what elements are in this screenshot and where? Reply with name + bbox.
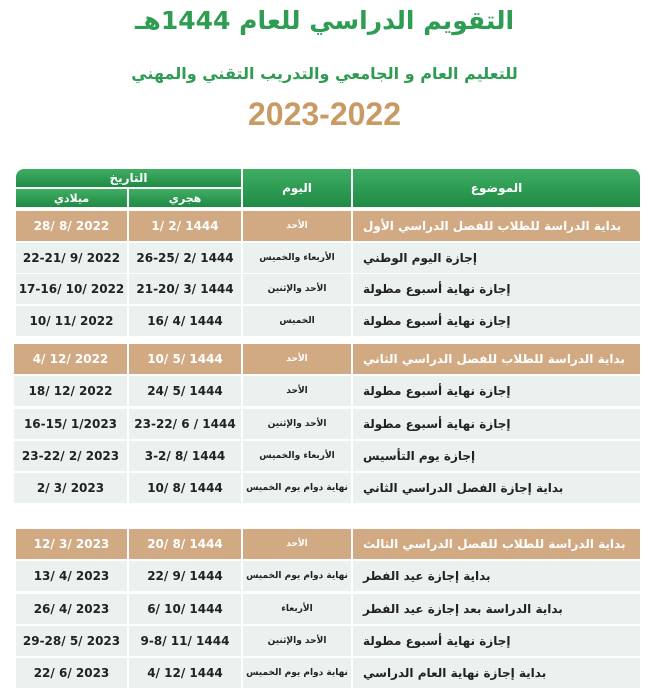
row-gregorian-date: 26/ 4/ 2023 xyxy=(16,594,127,624)
row-subject: بداية الدراسة للطلاب للفصل الدراسي الثاني xyxy=(353,344,640,374)
row-gregorian-date: 4/ 12/ 2022 xyxy=(14,344,127,374)
row-hijri-date: 26-25/ 2/ 1444 xyxy=(129,243,241,273)
row-gregorian-date: 16-15/ 1/2023 xyxy=(14,409,127,439)
row-day: الأربعاء والخميس xyxy=(243,243,351,273)
row-gregorian-date: 12/ 3/ 2023 xyxy=(16,529,127,559)
row-subject: إجازة نهاية أسبوع مطولة xyxy=(353,274,640,304)
row-hijri-date: 16/ 4/ 1444 xyxy=(129,306,241,336)
row-subject: بداية إجازة عيد الفطر xyxy=(353,561,640,591)
row-gregorian-date: 28/ 8/ 2022 xyxy=(16,211,127,241)
header-day: اليوم xyxy=(243,169,351,207)
row-subject: إجازة نهاية أسبوع مطولة xyxy=(353,306,640,336)
row-hijri-date: 20/ 8/ 1444 xyxy=(129,529,241,559)
row-subject: إجازة نهاية أسبوع مطولة xyxy=(353,626,640,656)
row-gregorian-date: 18/ 12/ 2022 xyxy=(14,376,127,406)
row-subject: بداية الدراسة بعد إجازة عيد الفطر xyxy=(353,594,640,624)
row-gregorian-date: 23-22/ 2/ 2023 xyxy=(14,441,127,471)
row-day: الأربعاء والخميس xyxy=(243,441,351,471)
header-date: التاريخ xyxy=(16,169,241,187)
row-hijri-date: 4/ 12/ 1444 xyxy=(129,658,241,688)
row-day: الأحد والإثنين xyxy=(243,274,351,304)
row-subject: إجازة يوم التأسيس xyxy=(353,441,640,471)
row-day: الخميس xyxy=(243,306,351,336)
row-day: الأحد والإثنين xyxy=(243,409,351,439)
row-gregorian-date: 2/ 3/ 2023 xyxy=(14,473,127,503)
row-subject: بداية إجازة نهاية العام الدراسي xyxy=(353,658,640,688)
row-subject: إجازة نهاية أسبوع مطولة xyxy=(353,376,640,406)
row-day: نهاية دوام يوم الخميس xyxy=(243,658,351,688)
academic-years: 2023-2022 xyxy=(247,96,402,132)
row-subject: بداية إجازة الفصل الدراسي الثاني xyxy=(353,473,640,503)
row-day: الأحد xyxy=(243,529,351,559)
calendar-subtitle: للتعليم العام و الجامعي والتدريب التقني والمهني xyxy=(131,64,518,83)
row-gregorian-date: 10/ 11/ 2022 xyxy=(16,306,127,336)
row-hijri-date: 10/ 5/ 1444 xyxy=(129,344,241,374)
row-hijri-date: 21-20/ 3/ 1444 xyxy=(129,274,241,304)
row-hijri-date: 24/ 5/ 1444 xyxy=(129,376,241,406)
header-hijri: هجري xyxy=(129,189,241,207)
row-day: الأحد xyxy=(243,344,351,374)
row-hijri-date: 3-2/ 8/ 1444 xyxy=(129,441,241,471)
row-hijri-date: 6/ 10/ 1444 xyxy=(129,594,241,624)
row-gregorian-date: 22/ 6/ 2023 xyxy=(16,658,127,688)
row-subject: بداية الدراسة للطلاب للفصل الدراسي الأول xyxy=(353,211,640,241)
row-day: الأحد xyxy=(243,211,351,241)
row-day: الأحد والإثنين xyxy=(243,626,351,656)
row-hijri-date: 22/ 9/ 1444 xyxy=(129,561,241,591)
row-day: الأربعاء xyxy=(243,594,351,624)
row-gregorian-date: 13/ 4/ 2023 xyxy=(16,561,127,591)
header-gregorian: ميلادي xyxy=(16,189,127,207)
row-day: الأحد xyxy=(243,376,351,406)
row-subject: إجازة اليوم الوطني xyxy=(353,243,640,273)
row-day: نهاية دوام يوم الخميس xyxy=(243,561,351,591)
header-subject: الموضوع xyxy=(353,169,640,207)
row-gregorian-date: 17-16/ 10/ 2022 xyxy=(16,274,127,304)
row-hijri-date: 23-22/ 6 / 1444 xyxy=(129,409,241,439)
row-subject: إجازة نهاية أسبوع مطولة xyxy=(353,409,640,439)
row-gregorian-date: 22-21/ 9/ 2022 xyxy=(16,243,127,273)
row-hijri-date: 1/ 2/ 1444 xyxy=(129,211,241,241)
row-hijri-date: 10/ 8/ 1444 xyxy=(129,473,241,503)
calendar-title: التقويم الدراسي للعام 1444هـ xyxy=(134,6,515,35)
row-subject: بداية الدراسة للطلاب للفصل الدراسي الثالث xyxy=(353,529,640,559)
row-day: نهاية دوام يوم الخميس xyxy=(243,473,351,503)
row-hijri-date: 9-8/ 11/ 1444 xyxy=(129,626,241,656)
row-gregorian-date: 29-28/ 5/ 2023 xyxy=(16,626,127,656)
